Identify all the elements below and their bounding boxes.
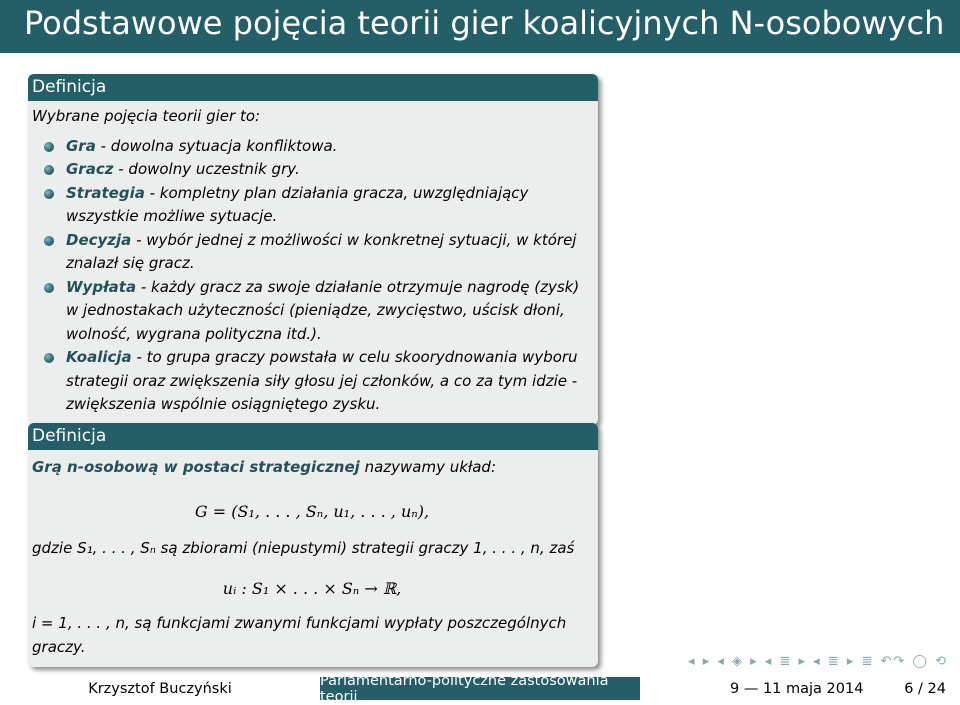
bullet-icon: [44, 165, 54, 175]
bullet-icon: [44, 353, 54, 363]
footer-date-page: [640, 677, 960, 700]
definition-header: Definicja: [28, 74, 598, 101]
payoff-text: i = 1, . . . , n, są funkcjami zwanymi funkcjami wypłaty poszczególnych graczy.: [32, 614, 567, 656]
footer-date: 9 — 11 maja 2014: [730, 680, 864, 697]
bullet-icon: [44, 142, 54, 152]
definition-block-1: [28, 74, 598, 425]
list-item: Decyzja - wybór jednej z możliwości w konkretnej sytuacji, w której znalazł się gracz.: [32, 229, 592, 276]
list-item: Koalicja - to grupa graczy powstała w celu skoorydnowania wyboru strategii oraz zwiększenia siły głosu jej członków, a co za tym idzie - zwiększenia wspólnie osiągniętego zysku.: [32, 346, 592, 417]
concept-list: [32, 135, 592, 417]
bullet-icon: [44, 283, 54, 293]
game-formula: G = (S₁, . . . , Sₙ, u₁, . . . , uₙ),: [194, 501, 430, 521]
definition-intro: Wybrane pojęcia teorii gier to:: [32, 107, 261, 125]
strategy-sets-text: gdzie S₁, . . . , Sₙ są zbiorami (niepustymi) strategii graczy 1, . . . , n, zaś: [32, 539, 575, 557]
footer: [0, 672, 960, 705]
definition-block-2: [28, 423, 598, 667]
slide-title: Podstawowe pojęcia teorii gier koalicyjnych N-osobowych: [24, 4, 945, 42]
definition-header: Definicja: [28, 423, 598, 450]
bullet-icon: [44, 236, 54, 246]
list-item: Strategia - kompletny plan działania gracza, uwzględniający wszystkie możliwe sytuacje.: [32, 182, 592, 229]
footer-author: Krzysztof Buczyński: [0, 677, 320, 700]
bullet-icon: [44, 189, 54, 199]
beamer-navigation[interactable]: ◂ ▸ ◂ ◈ ▸ ◂ ≣ ▸ ◂ ≣ ▸ ≣ ↶↷ ◯ ⟲: [688, 654, 948, 669]
payoff-formula: uᵢ : S₁ × . . . × Sₙ → ℝ,: [222, 578, 402, 598]
footer-page: 6 / 24: [904, 680, 946, 697]
list-item: Wypłata - każdy gracz za swoje działanie otrzymuje nagrodę (zysk) w jednostakach użyteczności (pieniądze, zwycięstwo, uścisk dłoni, wolność, wygrana polityczna itd.).: [32, 276, 592, 347]
title-bar: [0, 0, 960, 53]
footer-talk-title: Parlamentarno-polityczne zastosowania teorii: [320, 677, 640, 700]
list-item: Gracz - dowolny uczestnik gry.: [32, 158, 592, 182]
list-item: Gra - dowolna sytuacja konfliktowa.: [32, 135, 592, 159]
definition-intro: Grą n-osobową w postaci strategicznej nazywamy układ:: [32, 458, 496, 476]
